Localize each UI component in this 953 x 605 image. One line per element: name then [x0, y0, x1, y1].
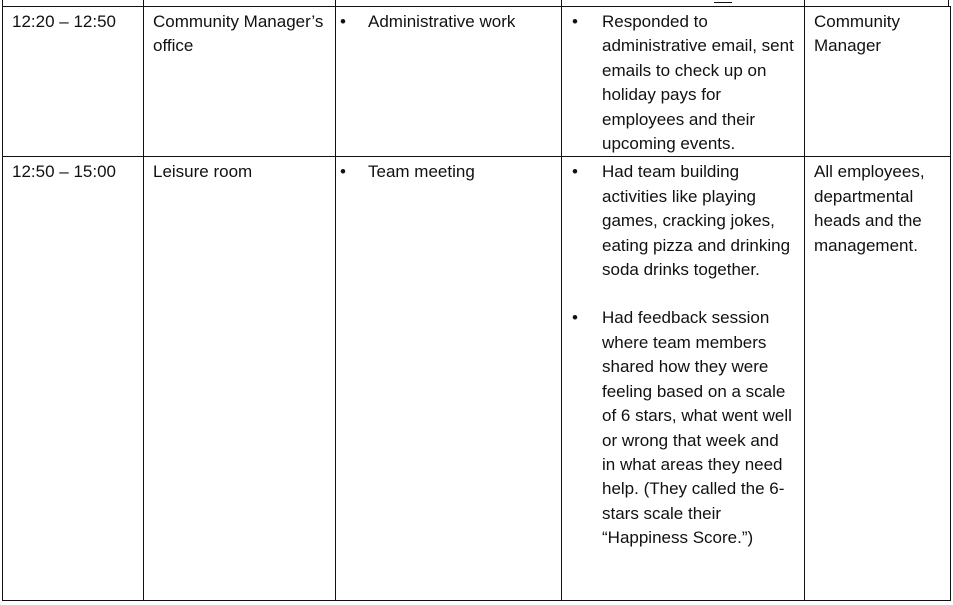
details-cell — [562, 157, 805, 601]
activity-text: Team meeting — [368, 162, 475, 182]
location-cell — [144, 7, 336, 157]
bullet-icon: • — [572, 308, 578, 328]
detail-text: Responded to administrative email, sent emails to check up on holiday pays for employees and their upcoming events. — [602, 12, 794, 154]
activity-text: Administrative work — [368, 12, 516, 31]
participants-cell — [805, 157, 951, 601]
time-text: 12:50 – 15:00 — [12, 162, 116, 182]
text-descender-fragment — [714, 0, 732, 3]
schedule-table — [2, 6, 951, 601]
detail-text: Had team building activities like playing games, cracking jokes, eating pizza and drinking soda drinks together. — [602, 162, 791, 280]
activity-cell — [336, 7, 562, 157]
participants-text: Community Manager — [814, 12, 900, 56]
location-text: Community Manager’s office — [153, 12, 324, 56]
detail-text: Had feedback session where team members shared how they were feeling based on a scale of 6 stars, what went well or wrong that week and in what areas they need help. (They called the 6-stars scale their “Happiness Score.”) — [602, 308, 792, 548]
bullet-icon: • — [572, 162, 578, 182]
location-text: Leisure room — [153, 162, 253, 182]
bullet-icon: • — [340, 162, 346, 182]
time-cell — [3, 7, 144, 157]
schedule-table-container — [2, 6, 950, 600]
table-row — [3, 7, 951, 157]
bullet-icon: • — [572, 12, 578, 31]
activity-cell — [336, 157, 562, 601]
time-cell — [3, 157, 144, 601]
bullet-icon: • — [340, 12, 346, 31]
participants-text: All employees, departmental heads and the management. — [814, 162, 925, 255]
participants-cell — [805, 7, 951, 157]
time-text: 12:20 – 12:50 — [12, 12, 116, 31]
table-row — [3, 157, 951, 601]
location-cell — [144, 157, 336, 601]
details-cell — [562, 7, 805, 157]
